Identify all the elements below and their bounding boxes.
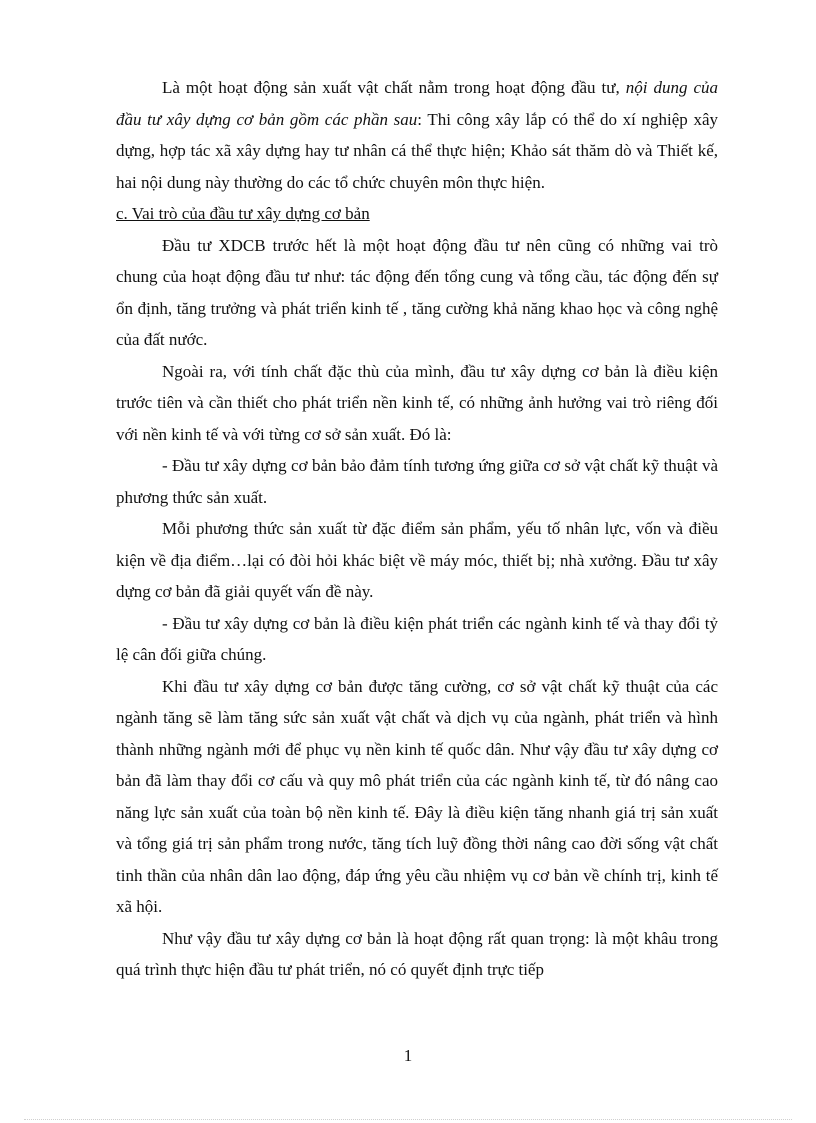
body-paragraph: Ngoài ra, với tính chất đặc thù của mình, đầu tư xây dựng cơ bản là điều kiện trước tiên và cần thiết cho phát triển nền kinh tế, có những ảnh hưởng vai trò riêng đối với nền kinh tế và với từng cơ sở sản xuất. Đó là: [116, 361, 718, 444]
page-bottom-rule [24, 1119, 792, 1120]
intro-paragraph [116, 72, 718, 198]
intro-italic-text: nội dung của đầu tư xây dựng cơ bản gồm các phần sau [116, 78, 718, 129]
page-number: 1 [403, 1046, 413, 1065]
body-paragraph: Như vậy đầu tư xây dựng cơ bản là hoạt động rất quan trọng: là một khâu trong quá trình thực hiện đầu tư phát triển, nó có quyết định trực tiếp [116, 928, 718, 979]
body-paragraph: Khi đầu tư xây dựng cơ bản được tăng cường, cơ sở vật chất kỹ thuật của các ngành tăng sẽ làm tăng sức sản xuất vật chất và dịch vụ của ngành, phát triển và hình thành những ngành mới để phục vụ nền kinh tế quốc dân. Như vậy đầu tư xây dựng cơ bản đã làm thay đổi cơ cấu và quy mô phát triển của các ngành kinh tế, từ đó nâng cao năng lực sản xuất của toàn bộ nền kinh tế. Đây là điều kiện tăng nhanh giá trị sản xuất và tổng giá trị sản phẩm trong nước, tăng tích luỹ đồng thời nâng cao đời sống vật chất tinh thần của nhân dân lao động, đáp ứng yêu cầu nhiệm vụ cơ bản về chính trị, kinh tế xã hội. [116, 676, 718, 916]
body-paragraph: - Đầu tư xây dựng cơ bản là điều kiện phát triển các ngành kinh tế và thay đổi tỷ lệ cân đối giữa chúng. [116, 613, 718, 664]
intro-text-end: : Thi công xây lắp có thể do xí nghiệp xây dựng, hợp tác xã xây dựng hay tư nhân cá thể thực hiện; Khảo sát thăm dò và Thiết kế, hai nội dung này thường do các tổ chức chuyên môn thực hiện. [116, 109, 719, 192]
body-paragraph: Mỗi phương thức sản xuất từ đặc điểm sản phẩm, yếu tố nhân lực, vốn và điều kiện về địa điểm…lại có đòi hỏi khác biệt về máy móc, thiết bị; nhà xưởng. Đầu tư xây dựng cơ bản đã giải quyết vấn đề này. [116, 519, 718, 601]
document-page [116, 72, 718, 986]
body-paragraph: - Đầu tư xây dựng cơ bản bảo đảm tính tương ứng giữa cơ sở vật chất kỹ thuật và phương thức sản xuất. [116, 456, 718, 507]
body-paragraph: Đầu tư XDCB trước hết là một hoạt động đầu tư nên cũng có những vai trò chung của hoạt động đầu tư như: tác động đến tổng cung và tổng cầu, tác động đến sự ổn định, tăng trưởng và phát triển kinh tế , tăng cường khả năng khao học và công nghệ của đất nước. [116, 235, 718, 349]
section-heading: c. Vai trò của đầu tư xây dựng cơ bản [116, 204, 370, 223]
intro-text-start: Là một hoạt động sản xuất vật chất nằm trong hoạt động đầu tư, [162, 78, 626, 97]
